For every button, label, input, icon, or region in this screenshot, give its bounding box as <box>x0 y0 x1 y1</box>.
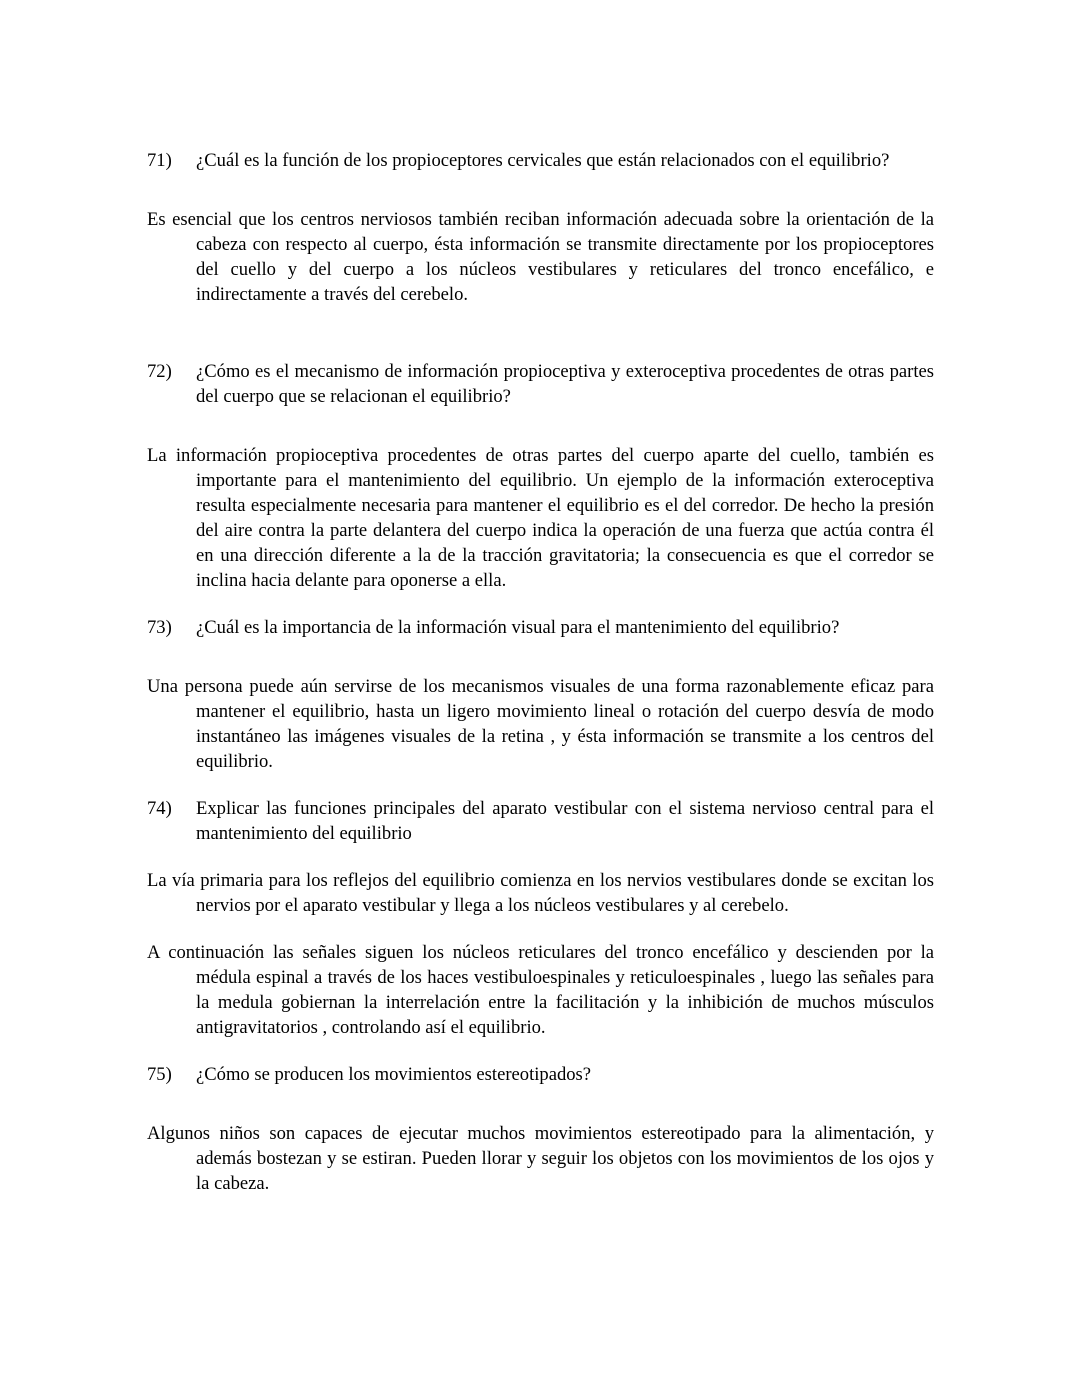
question-text-73: ¿Cuál es la importancia de la información visual para el mantenimiento del equilibrio? <box>196 617 840 638</box>
spacer <box>147 1040 934 1062</box>
answer-paragraph-73: Una persona puede aún servirse de los mecanismos visuales de una forma razonablemente eficaz para mantener el equilibrio, hasta un ligero movimiento lineal o rotación del cuerpo desvía de modo instantáneo las imágenes visuales de la retina , y ésta información se transmite a los centros del equilibrio. <box>147 676 934 772</box>
spacer <box>147 307 934 359</box>
question-item-73 <box>147 615 934 640</box>
spacer <box>147 173 934 207</box>
question-text-74: Explicar las funciones principales del aparato vestibular con el sistema nervioso central para el mantenimiento del equilibrio <box>196 798 934 844</box>
question-number-73: 73) <box>147 617 172 638</box>
spacer <box>147 409 934 443</box>
question-text-75: ¿Cómo se producen los movimientos estereotipados? <box>196 1064 592 1085</box>
answer-paragraph-75: Algunos niños son capaces de ejecutar muchos movimientos estereotipado para la alimentación, y además bostezan y se estiran. Pueden llorar y seguir los objetos con los movimientos de los ojos y la cabeza. <box>147 1123 934 1194</box>
question-text-71: ¿Cuál es la función de los propioceptores cervicales que están relacionados con el equilibrio? <box>196 150 890 171</box>
answer-paragraph-72: La información propioceptiva procedentes de otras partes del cuerpo aparte del cuello, también es importante para el mantenimiento del equilibrio. Un ejemplo de la información exteroceptiva resulta especialmente necesaria para mantener el equilibrio es el del corredor. De hecho la presión del aire contra la parte delantera del cuerpo indica la operación de una fuerza que actúa contra él en una dirección diferente a la de la tracción gravitatoria; la consecuencia es que el corredor se inclina hacia delante para oponerse a ella. <box>147 445 934 591</box>
question-item-72 <box>147 359 934 409</box>
question-item-71 <box>147 148 934 173</box>
question-item-75 <box>147 1062 934 1087</box>
answer-paragraph-71: Es esencial que los centros nerviosos también reciban información adecuada sobre la orientación de la cabeza con respecto al cuerpo, ésta información se transmite directamente por los propioceptores del cuello y del cuerpo a los núcleos vestibulares y reticulares del tronco encefálico, e indirectamente a través del cerebelo. <box>147 209 934 305</box>
spacer <box>147 918 934 940</box>
document-body <box>147 148 934 1196</box>
question-text-72: ¿Cómo es el mecanismo de información propioceptiva y exteroceptiva procedentes de otras partes del cuerpo que se relacionan el equilibrio? <box>196 361 934 407</box>
answer-paragraph-74b: A continuación las señales siguen los núcleos reticulares del tronco encefálico y descienden por la médula espinal a través de los haces vestibuloespinales y reticuloespinales , luego las señales para la medula gobiernan la interrelación entre la facilitación y la inhibición de muchos músculos antigravitatorios , controlando así el equilibrio. <box>147 942 934 1038</box>
spacer <box>147 774 934 796</box>
spacer <box>147 593 934 615</box>
question-number-71: 71) <box>147 150 172 171</box>
answer-paragraph-74a: La vía primaria para los reflejos del equilibrio comienza en los nervios vestibulares donde se excitan los nervios por el aparato vestibular y llega a los núcleos vestibulares y al cerebelo. <box>147 870 934 916</box>
spacer <box>147 1087 934 1121</box>
question-number-72: 72) <box>147 361 172 382</box>
spacer <box>147 640 934 674</box>
spacer <box>147 846 934 868</box>
question-number-74: 74) <box>147 798 172 819</box>
question-item-74 <box>147 796 934 846</box>
question-number-75: 75) <box>147 1064 172 1085</box>
